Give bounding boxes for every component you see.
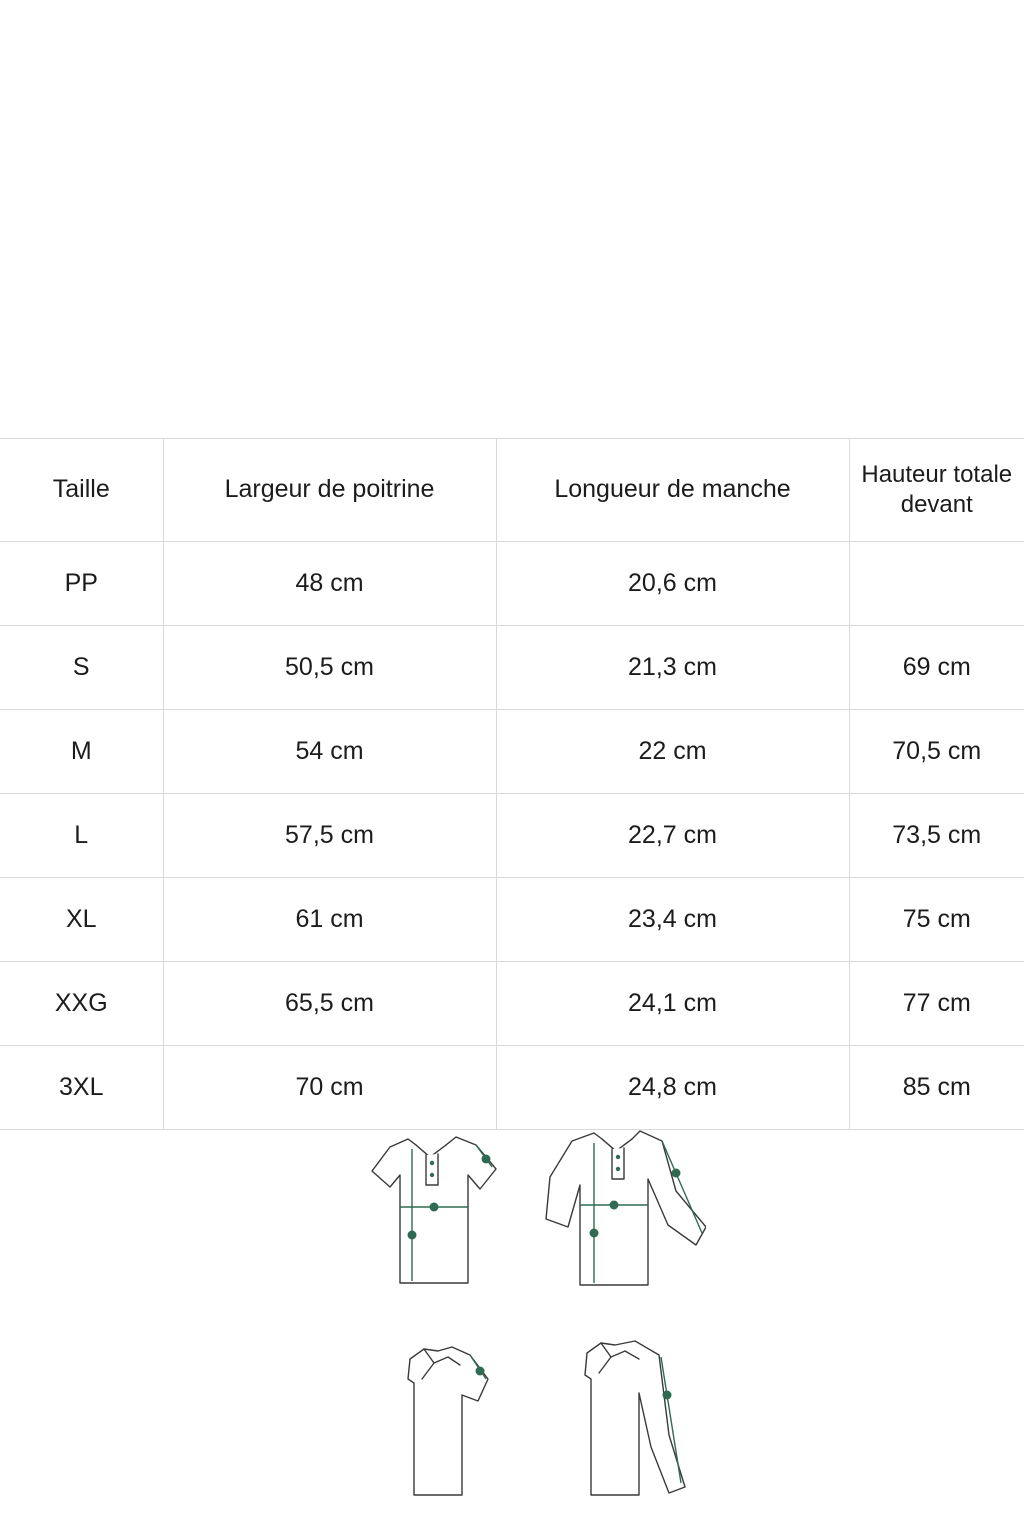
cell-size: XXG: [0, 962, 163, 1046]
table-row: [0, 794, 1024, 878]
cell-sleeve: 20,6 cm: [496, 542, 849, 626]
cell-chest: 50,5 cm: [163, 626, 496, 710]
table-row: [0, 962, 1024, 1046]
column-header-total-front-height: Hauteur totale devant: [849, 439, 1024, 542]
cell-sleeve: 24,1 cm: [496, 962, 849, 1046]
cell-front-height: 73,5 cm: [849, 794, 1024, 878]
table-header: [0, 439, 1024, 542]
long-sleeve-front-icon: [536, 1115, 706, 1305]
cell-size: PP: [0, 542, 163, 626]
column-header-chest-width: Largeur de poitrine: [163, 439, 496, 542]
table-row: [0, 878, 1024, 962]
cell-sleeve: 24,8 cm: [496, 1046, 849, 1130]
cell-front-height: [849, 542, 1024, 626]
cell-chest: 54 cm: [163, 710, 496, 794]
column-header-size: Taille: [0, 439, 163, 542]
cell-chest: 65,5 cm: [163, 962, 496, 1046]
table-row: [0, 710, 1024, 794]
table-row: [0, 626, 1024, 710]
short-sleeve-side-icon: [390, 1335, 500, 1515]
cell-chest: 70 cm: [163, 1046, 496, 1130]
cell-chest: 61 cm: [163, 878, 496, 962]
table-body: [0, 542, 1024, 1130]
cell-front-height: 75 cm: [849, 878, 1024, 962]
cell-size: XL: [0, 878, 163, 962]
cell-sleeve: 22,7 cm: [496, 794, 849, 878]
cell-front-height: 69 cm: [849, 626, 1024, 710]
cell-sleeve: 23,4 cm: [496, 878, 849, 962]
short-sleeve-front-icon: [360, 1123, 500, 1303]
cell-front-height: 70,5 cm: [849, 710, 1024, 794]
table-row: [0, 542, 1024, 626]
long-sleeve-side-icon: [565, 1327, 695, 1517]
size-chart-container: [0, 438, 1024, 1130]
cell-front-height: 85 cm: [849, 1046, 1024, 1130]
cell-chest: 48 cm: [163, 542, 496, 626]
cell-size: L: [0, 794, 163, 878]
garment-diagrams: [0, 1105, 1024, 1535]
cell-size: 3XL: [0, 1046, 163, 1130]
cell-chest: 57,5 cm: [163, 794, 496, 878]
table-header-row: [0, 439, 1024, 542]
cell-size: M: [0, 710, 163, 794]
cell-sleeve: 22 cm: [496, 710, 849, 794]
size-chart-table: [0, 438, 1024, 1130]
cell-size: S: [0, 626, 163, 710]
cell-sleeve: 21,3 cm: [496, 626, 849, 710]
cell-front-height: 77 cm: [849, 962, 1024, 1046]
column-header-sleeve-length: Longueur de manche: [496, 439, 849, 542]
